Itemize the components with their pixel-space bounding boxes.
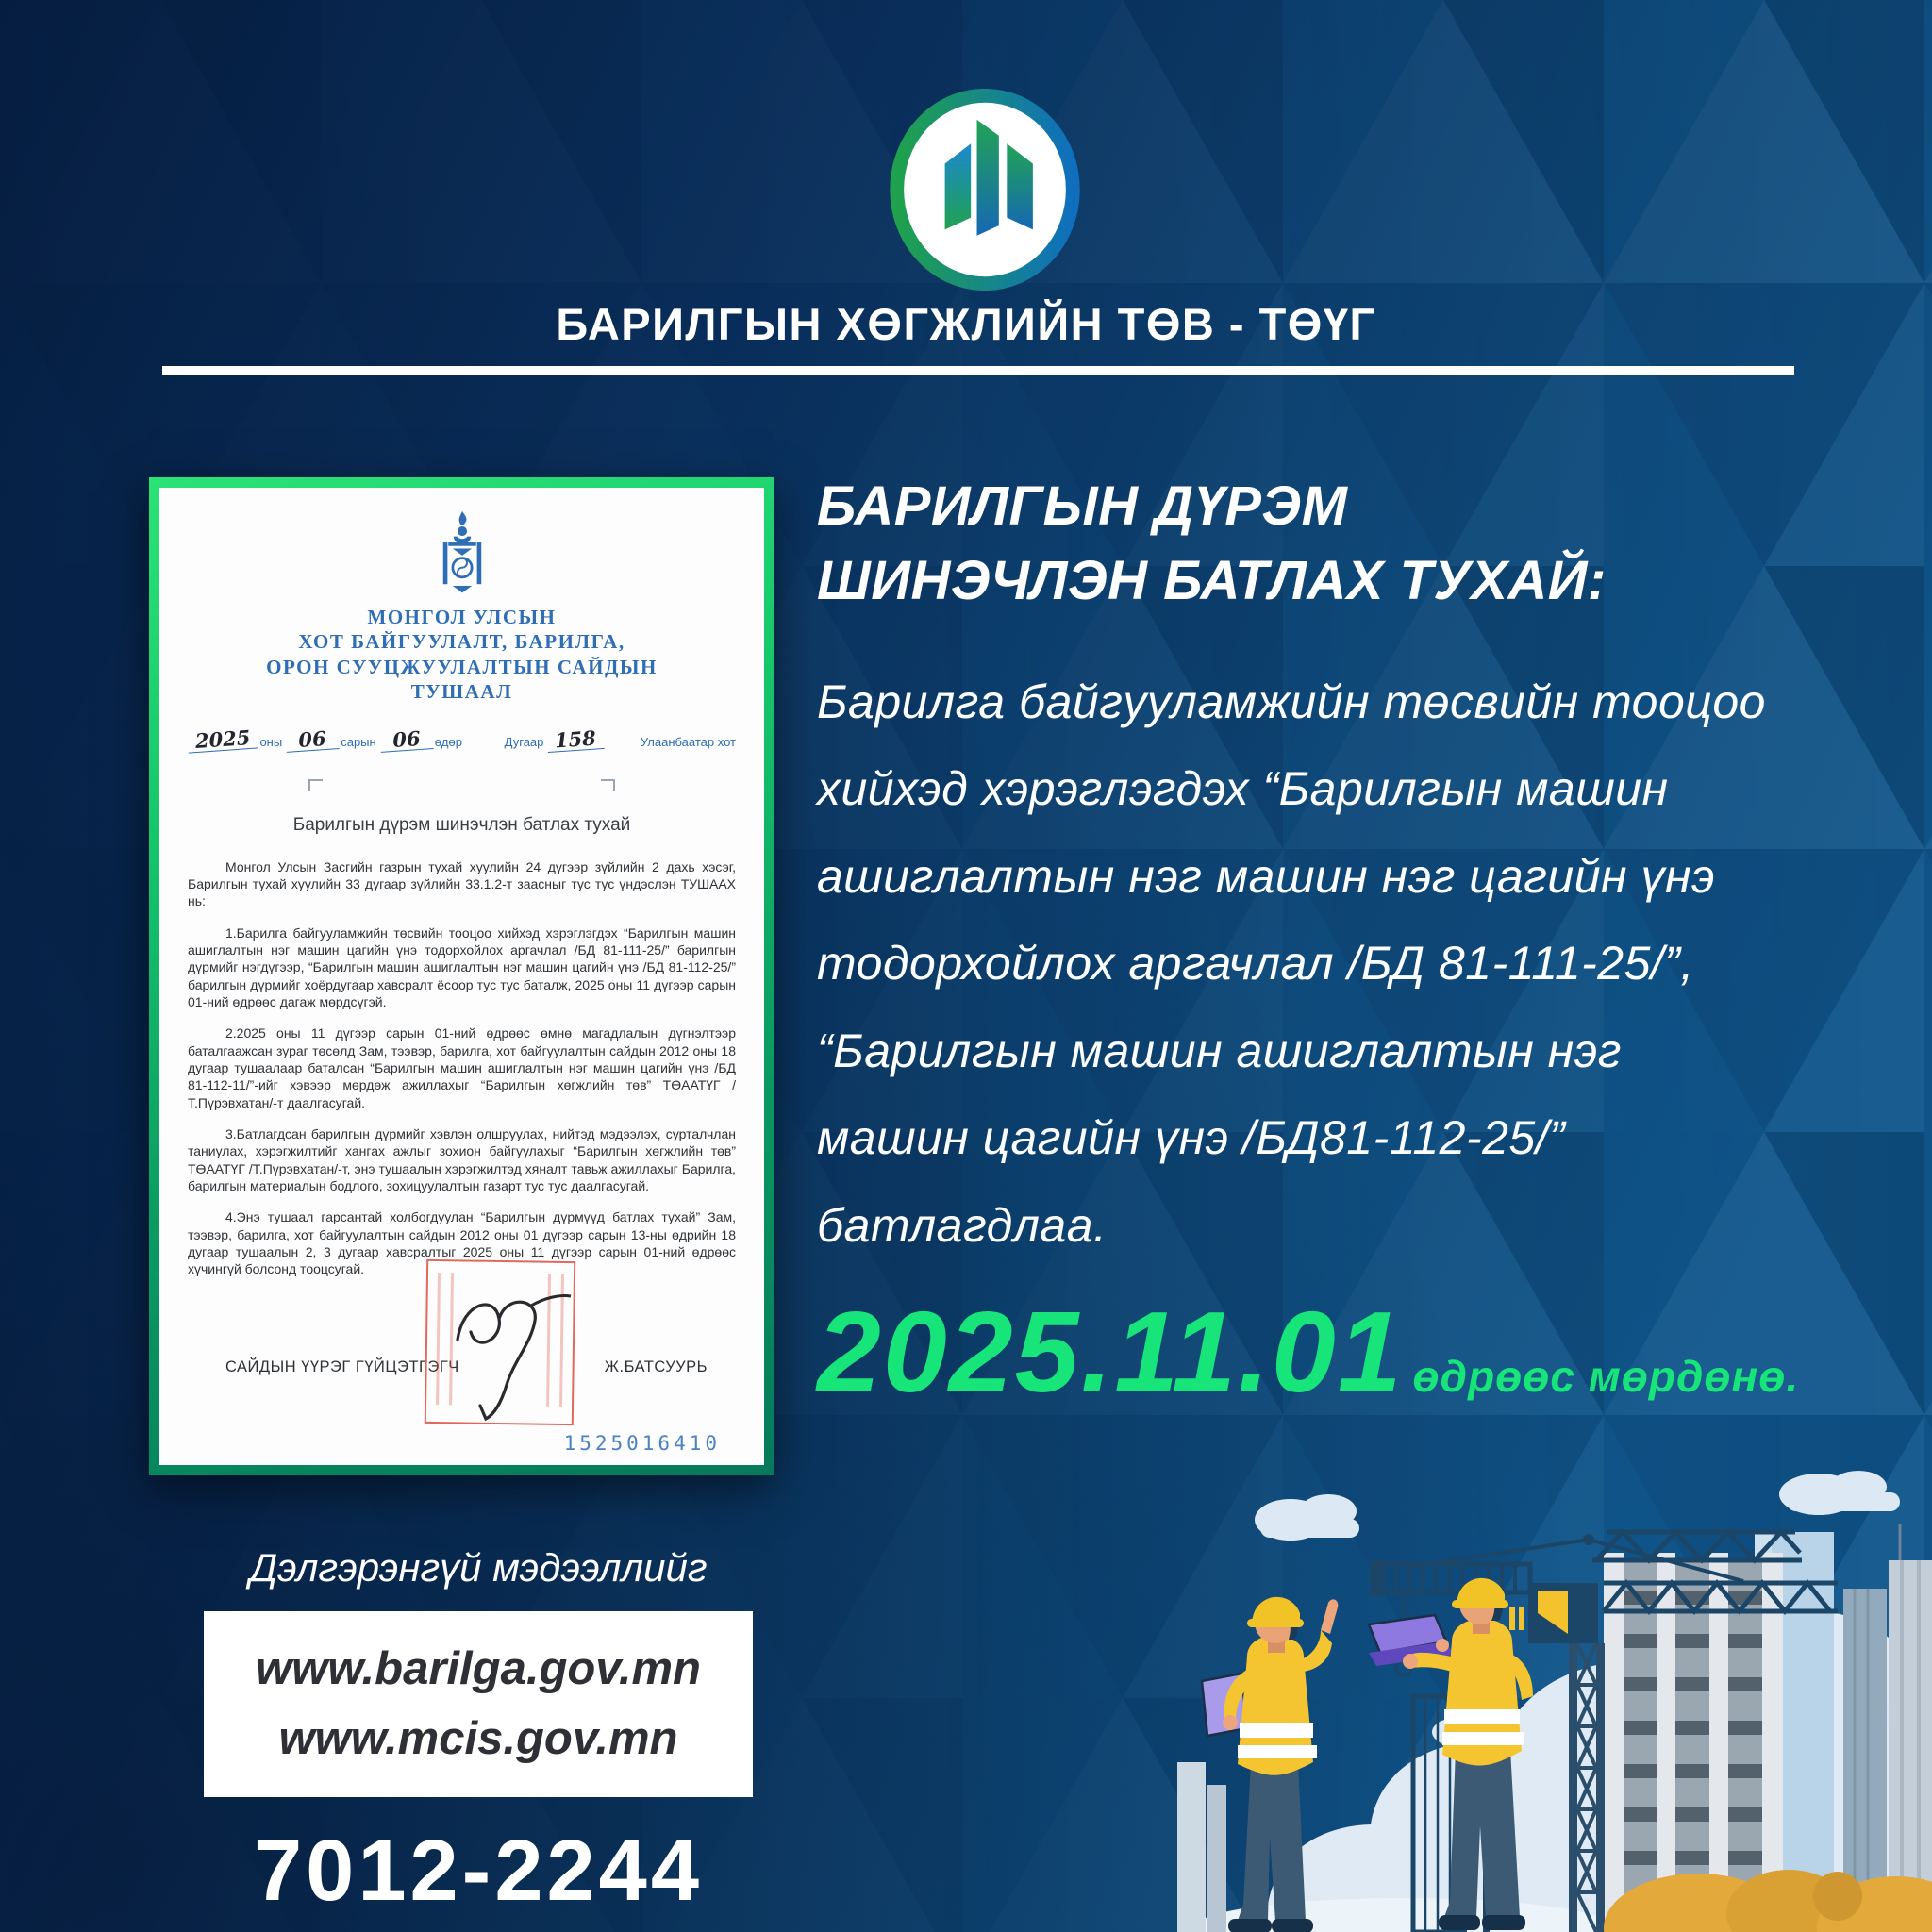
handwritten-number: 158 (547, 727, 605, 753)
document-paragraph: Монгол Улсын Засгийн газрын тухай хуулийн 24 дүгээр зүйлийн 2 дахь хэсэг, Барилгын тухай хуулийн 33 дугаар зүйлийн 33.1.2-т заасныг тус тус үндэслэн ТУШААХ нь: (188, 858, 736, 909)
contact-section (204, 1545, 753, 1921)
signature-role: САЙДЫН ҮҮРЭГ ГҮЙЦЭТГЭГЧ (225, 1357, 459, 1375)
effective-date-suffix: өдрөөс мөрдөнө. (1412, 1352, 1800, 1401)
announcement-section (817, 470, 1831, 1269)
document-city: Улаанбаатар хот (640, 734, 736, 749)
phone-number: 7012-2244 (254, 1822, 703, 1919)
cloud-icon (1779, 1471, 1900, 1515)
announcement-body: Барилга байгууламжийн төсвийн тооцоо хийхэд хэрэглэгдэх “Барилгын машин ашиглалтын нэг машин нэг цагийн үнэ тодорхойлох аргачлал /БД 81-111-25/”, “Барилгын машин ашиглалтын нэг машин цагийн үнэ /БД81-112-25/” батлагдлаа. (817, 675, 1766, 1252)
construction-illustration (1177, 1449, 1932, 1932)
announcement-title: БАРИЛГЫН ДҮРЭМ ШИНЭЧЛЭН БАТЛАХ ТУХАЙ: (817, 475, 1607, 611)
document-title: Барилгын дүрэм шинэчлэн батлах тухай (292, 814, 631, 835)
effective-date (817, 1288, 1800, 1416)
website-box (204, 1611, 753, 1797)
helmet-icon (1251, 1597, 1300, 1623)
cloud-icon (1255, 1494, 1359, 1541)
document-scan (149, 477, 774, 1475)
building-column (1208, 1785, 1226, 1932)
signature-block (188, 1292, 736, 1453)
org-name: БАРИЛГЫН ХӨГЖЛИЙН ТӨВ - ТӨҮГ (556, 299, 1376, 349)
soyombo-emblem-icon (436, 510, 489, 597)
handwritten-year: 2025 (187, 726, 258, 753)
document-letterhead: МОНГОЛ УЛСЫН ХОТ БАЙГУУЛАЛТ, БАРИЛГА, ОРОН СУУЦЖУУЛАЛТЫН САЙДЫН ТУШААЛ (266, 606, 658, 704)
website-link-barilga[interactable]: www.barilga.gov.mn (256, 1643, 701, 1694)
document-paper (159, 488, 764, 1465)
layout-corner-marks (308, 779, 615, 791)
contact-label: Дэлгэрэнгүй мэдээллийг (249, 1545, 708, 1590)
document-paragraph: 1.Барилга байгууламжийн төсвийн тооцоо хийхэд хэрэглэгдэх “Барилгын машин ашиглалтын нэг машин цагийн үнэ тодорхойлох аргачлал /БД 81-111-25/” барилгын дүрмийг нэгдүгээр, “Барилгын машин ашиглалтын нэг машин цагийн үнэ /БД 81-112-25/” барилгын дүрмийг хоёрдугаар хавсралт ёсоор тус тус баталж, 2025 оны 11 дүгээр сарын 01-ний өдрөөс дагаж мөрдсүгэй. (188, 924, 736, 1010)
pointing-hand (1321, 1599, 1338, 1634)
document-body (188, 858, 736, 1278)
building-column (1177, 1762, 1206, 1932)
handwritten-day: 06 (379, 727, 433, 753)
handwritten-month: 06 (285, 727, 339, 753)
document-date-row: 2025 оны 06 сарын 06 өдөр Дугаар 158 Улаанбаатар хот (188, 729, 736, 751)
signature-name: Ж.БАТСУУРЬ (604, 1357, 708, 1375)
document-paragraph: 4.Энэ тушаал гарсантай холбогдуулан “Барилгын дүрмүүд батлах тухай” Зам, тээвэр, барилга, хот байгуулалтын сайдын 2012 оны 01 дүгээр сарын 13-ны өдрийн 18 дугаар тушаалын 2, 3 дугаар хавсралтыг 2025 оны 11 дүгээр сарын 01-ний өдрөөс хүчингүй болсонд тооцсугай. (188, 1209, 736, 1277)
effective-date-number: 2025.11.01 (817, 1288, 1404, 1416)
website-link-mcis[interactable]: www.mcis.gov.mn (278, 1713, 678, 1765)
stamp-number: 1525016410 (563, 1431, 721, 1455)
towers-circle-icon (885, 89, 1085, 291)
header-divider (162, 366, 1794, 375)
signature-scribble-icon (441, 1274, 582, 1424)
document-paragraph: 3.Батлагдсан барилгын дүрмийг хэвлэн олшруулах, нийтэд мэдээлэх, сурталчлан таниулах, хэрэгжилтийг хангах ажлыг зохион байгуулахыг “Барилгын хөгжлийн төв” ТӨААТҮГ /Т.Пүрэвхатан/-т, энэ тушаалын хэрэгжилтэд хяналт тавьж ажиллахыг Барилга, барилгын материалын бодлого, зохицуулалтын газарт тус тус даалгасугай. (188, 1126, 736, 1194)
document-paragraph: 2.2025 оны 11 дүгээр сарын 01-ний өдрөөс өмнө магадлалын дүгнэлтээр баталгаажсан зураг төсөлд Зам, тээвэр, барилга, хот байгуулалтын сайдын 2012 оны 18 дугаар тушаалаар баталсан “Барилгын машин ашиглалтын нэг машин цагийн үнэ /БД 81-112-11/”-ийг хэвээр мөрдөж ажиллахыг “Барилгын хөгжлийн төв” ТӨААТҮГ /Т.Пүрэвхатан/-т даалгасугай. (188, 1025, 736, 1110)
org-logo (885, 89, 1085, 291)
